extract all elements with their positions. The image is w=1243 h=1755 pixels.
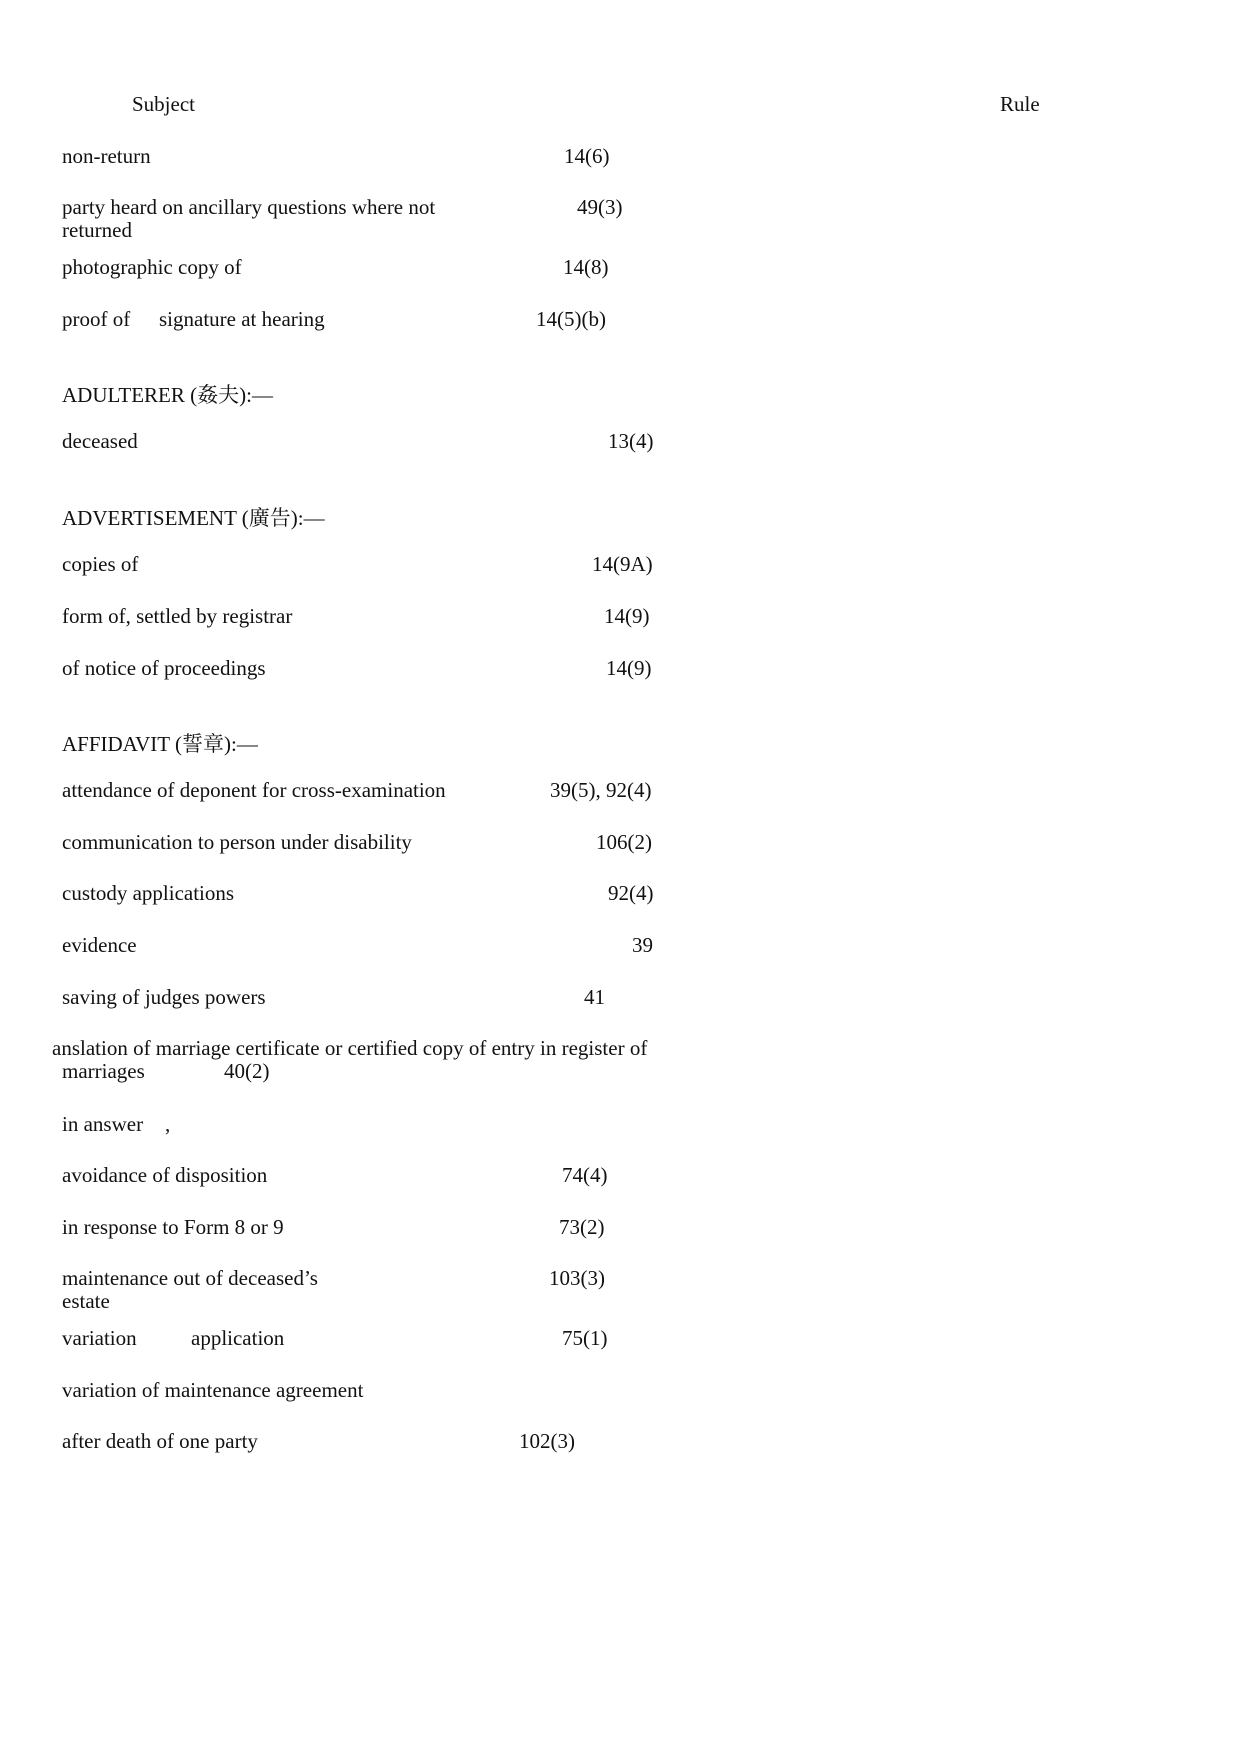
entry-subject-part: signature at hearing bbox=[159, 307, 325, 331]
entry-rule: 49(3) bbox=[577, 195, 623, 219]
entry-rule: 14(5)(b) bbox=[536, 307, 606, 331]
entry-rule: 13(4) bbox=[608, 429, 654, 453]
entry-subject: communication to person under disability bbox=[62, 830, 412, 854]
entry-subject-continued: estate bbox=[62, 1289, 110, 1313]
section-heading-affidavit: AFFIDAVIT (誓章):— bbox=[62, 732, 258, 756]
column-header-rule: Rule bbox=[1000, 92, 1040, 116]
entry-rule: 39 bbox=[632, 933, 653, 957]
entry-subject-continued: marriages bbox=[62, 1059, 145, 1083]
entry-subject: variation of maintenance agreement bbox=[62, 1378, 364, 1402]
entry-subject: proof of bbox=[62, 307, 131, 331]
entry-subject-continued: returned bbox=[62, 218, 132, 242]
entry-rule: 39(5), 92(4) bbox=[550, 778, 652, 802]
entry-subject: in response to Form 8 or 9 bbox=[62, 1215, 284, 1239]
entry-rule: 14(9) bbox=[606, 656, 652, 680]
section-heading-advertisement: ADVERTISEMENT (廣告):— bbox=[62, 506, 325, 530]
entry-subject: deceased bbox=[62, 429, 138, 453]
entry-rule: 41 bbox=[584, 985, 605, 1009]
entry-subject: after death of one party bbox=[62, 1429, 258, 1453]
entry-rule: 40(2) bbox=[224, 1059, 270, 1083]
entry-subject-part: application bbox=[191, 1326, 285, 1350]
entry-rule: 103(3) bbox=[549, 1266, 605, 1290]
entry-subject: attendance of deponent for cross-examination bbox=[62, 778, 446, 802]
entry-rule: 14(8) bbox=[563, 255, 609, 279]
entry-subject: saving of judges powers bbox=[62, 985, 266, 1009]
entry-subject: variation bbox=[62, 1326, 137, 1350]
entry-subject: anslation of marriage certificate or certified copy of entry in register of bbox=[52, 1036, 648, 1060]
entry-subject: non-return bbox=[62, 144, 151, 168]
entry-rule: 14(9A) bbox=[592, 552, 653, 576]
entry-subject: evidence bbox=[62, 933, 137, 957]
entry-rule: 14(9) bbox=[604, 604, 650, 628]
entry-subject: copies of bbox=[62, 552, 139, 576]
entry-subject: of notice of proceedings bbox=[62, 656, 266, 680]
entry-rule: 73(2) bbox=[559, 1215, 605, 1239]
entry-rule: 92(4) bbox=[608, 881, 654, 905]
entry-subject: form of, settled by registrar bbox=[62, 604, 293, 628]
entry-rule: 14(6) bbox=[564, 144, 610, 168]
entry-subject: maintenance out of deceased’s bbox=[62, 1266, 318, 1290]
entry-subject: in answer bbox=[62, 1112, 144, 1136]
section-heading-adulterer: ADULTERER (姦夫):— bbox=[62, 383, 273, 407]
column-header-subject: Subject bbox=[132, 92, 195, 116]
entry-rule: 75(1) bbox=[562, 1326, 608, 1350]
entry-rule: 106(2) bbox=[596, 830, 652, 854]
entry-punctuation: , bbox=[165, 1112, 171, 1136]
entry-subject: photographic copy of bbox=[62, 255, 242, 279]
entry-rule: 102(3) bbox=[519, 1429, 575, 1453]
entry-rule: 74(4) bbox=[562, 1163, 608, 1187]
entry-subject: party heard on ancillary questions where not bbox=[62, 195, 436, 219]
entry-subject: custody applications bbox=[62, 881, 235, 905]
entry-subject: avoidance of disposition bbox=[62, 1163, 268, 1187]
